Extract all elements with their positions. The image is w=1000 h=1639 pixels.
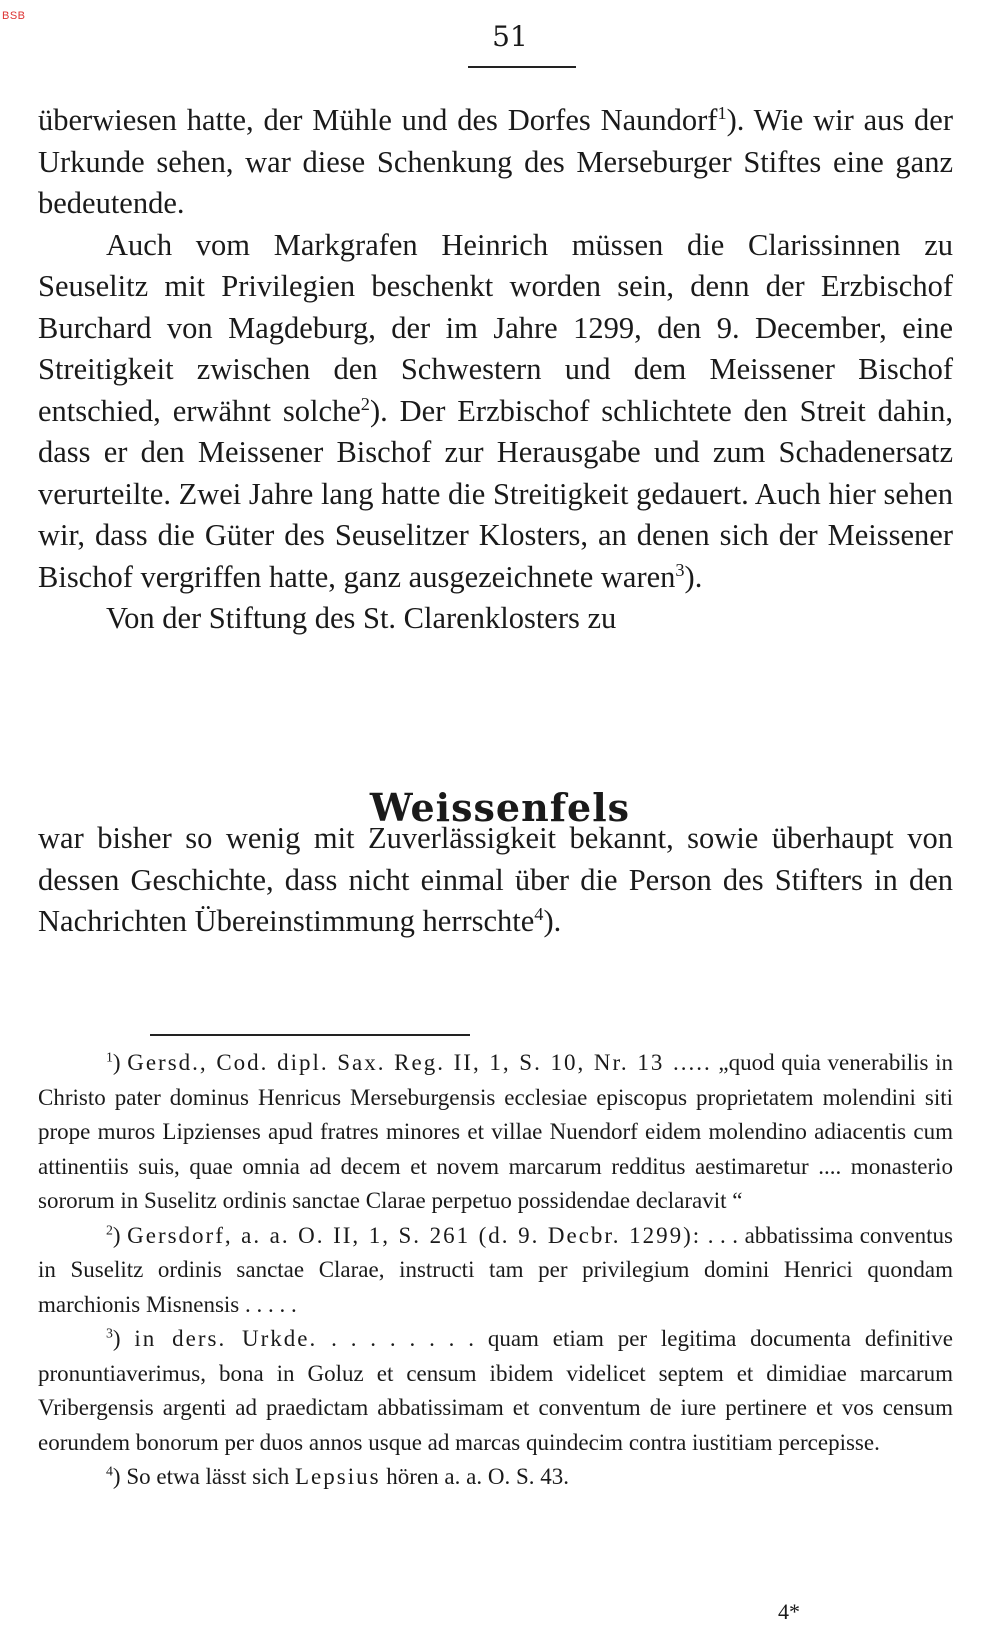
footnote-ref-4: 4 <box>534 903 544 924</box>
footnote-ref-2: 2 <box>360 393 370 414</box>
body-text-lower <box>38 818 953 943</box>
page-number-rule <box>468 66 576 68</box>
signature-mark: 4* <box>778 1599 800 1624</box>
footnote-4: $^4$) So etwa lässt sich Lepsius hören a. a. O. S. 43. <box>106 1463 569 1489</box>
bsb-watermark: BSB <box>2 10 26 22</box>
footnote-3: $^3$) in ders. Urkde. . . . . . . . . quam etiam per legitima documenta definitive pronuntiaverimus, bona in Goluz et censum ibidem videlicet septem et dimidiae marcarum Vribergensis argenti ad praedictam abbatissimam et conventum de iure pertinere et vos censum eorundem bonorum per duos annos usque ad marcas quindecim contra iustitiam percepisse. <box>38 1325 953 1455</box>
footnote-1: $^1$) Gersd., Cod. dipl. Sax. Reg. II, 1, S. 10, Nr. 13 ..... „quod quia venerabilis in Christo pater dominus Henricus Merseburgensis ecclesiae episcopus proprietatem molendini siti prope muros Lipzienses apud fratres minores et villae Nuendorf eidem molendino adiacentis cum attinentiis suis, quae omnia ad decem et novem marcarum redditus aestimaretur .... monasterio sororum in Suselitz ordinis sanctae Clarae perpetuo possidendae declaravit “ <box>38 1049 953 1213</box>
paragraph-2: Auch vom Markgrafen Heinrich müssen die Clarissinnen zu Seuselitz mit Privilegien beschenkt worden sein, denn der Erzbischof Burchard von Magdeburg, der im Jahre 1299, den 9. December, eine Streitigkeit zwischen den Schwestern und dem Meissener Bischof entschied, erwähnt solche$^2$). Der Erzbischof schlichtete den Streit dahin, dass er den Meissener Bischof zur Herausgabe und zum Schadenersatz verurteilte. Zwei Jahre lang hatte die Streitigkeit gedauert. Auch hier sehen wir, dass die Güter des Seuselitzer Klosters, an denen sich der Meissener Bischof vergriffen hatte, ganz ausgezeichnete waren$^3$). <box>38 227 953 594</box>
paragraph-1: überwiesen hatte, der Mühle und des Dorfes Naundorf$^1$). Wie wir aus der Urkunde sehen, war diese Schenkung des Merseburger Stiftes eine ganz bedeutende. <box>38 102 953 220</box>
footnote-2: $^2$) Gersdorf, a. a. O. II, 1, S. 261 (d. 9. Decbr. 1299): . . . abbatissima conventus in Suselitz ordinis sanctae Clarae, instructi tam per privilegium domini Henrici quondam marchionis Misnensis . . . . . <box>38 1221 953 1317</box>
body-text-upper <box>38 100 953 640</box>
paragraph-3: Von der Stiftung des St. Clarenklosters zu <box>106 601 617 635</box>
paragraph-4: war bisher so wenig mit Zuverlässigkeit bekannt, sowie überhaupt von dessen Geschichte, dass nicht einmal über die Person des Stifters in den Nachrichten Übereinstimmung herrschte$^4$). <box>38 821 953 938</box>
footnotes <box>38 1046 953 1495</box>
footnote-rule <box>150 1034 470 1036</box>
page-number: 51 <box>492 20 528 53</box>
section-heading: Weissenfels <box>369 785 631 830</box>
footnote-ref-1: 1 <box>717 102 727 123</box>
footnote-ref-3: 3 <box>675 559 685 580</box>
